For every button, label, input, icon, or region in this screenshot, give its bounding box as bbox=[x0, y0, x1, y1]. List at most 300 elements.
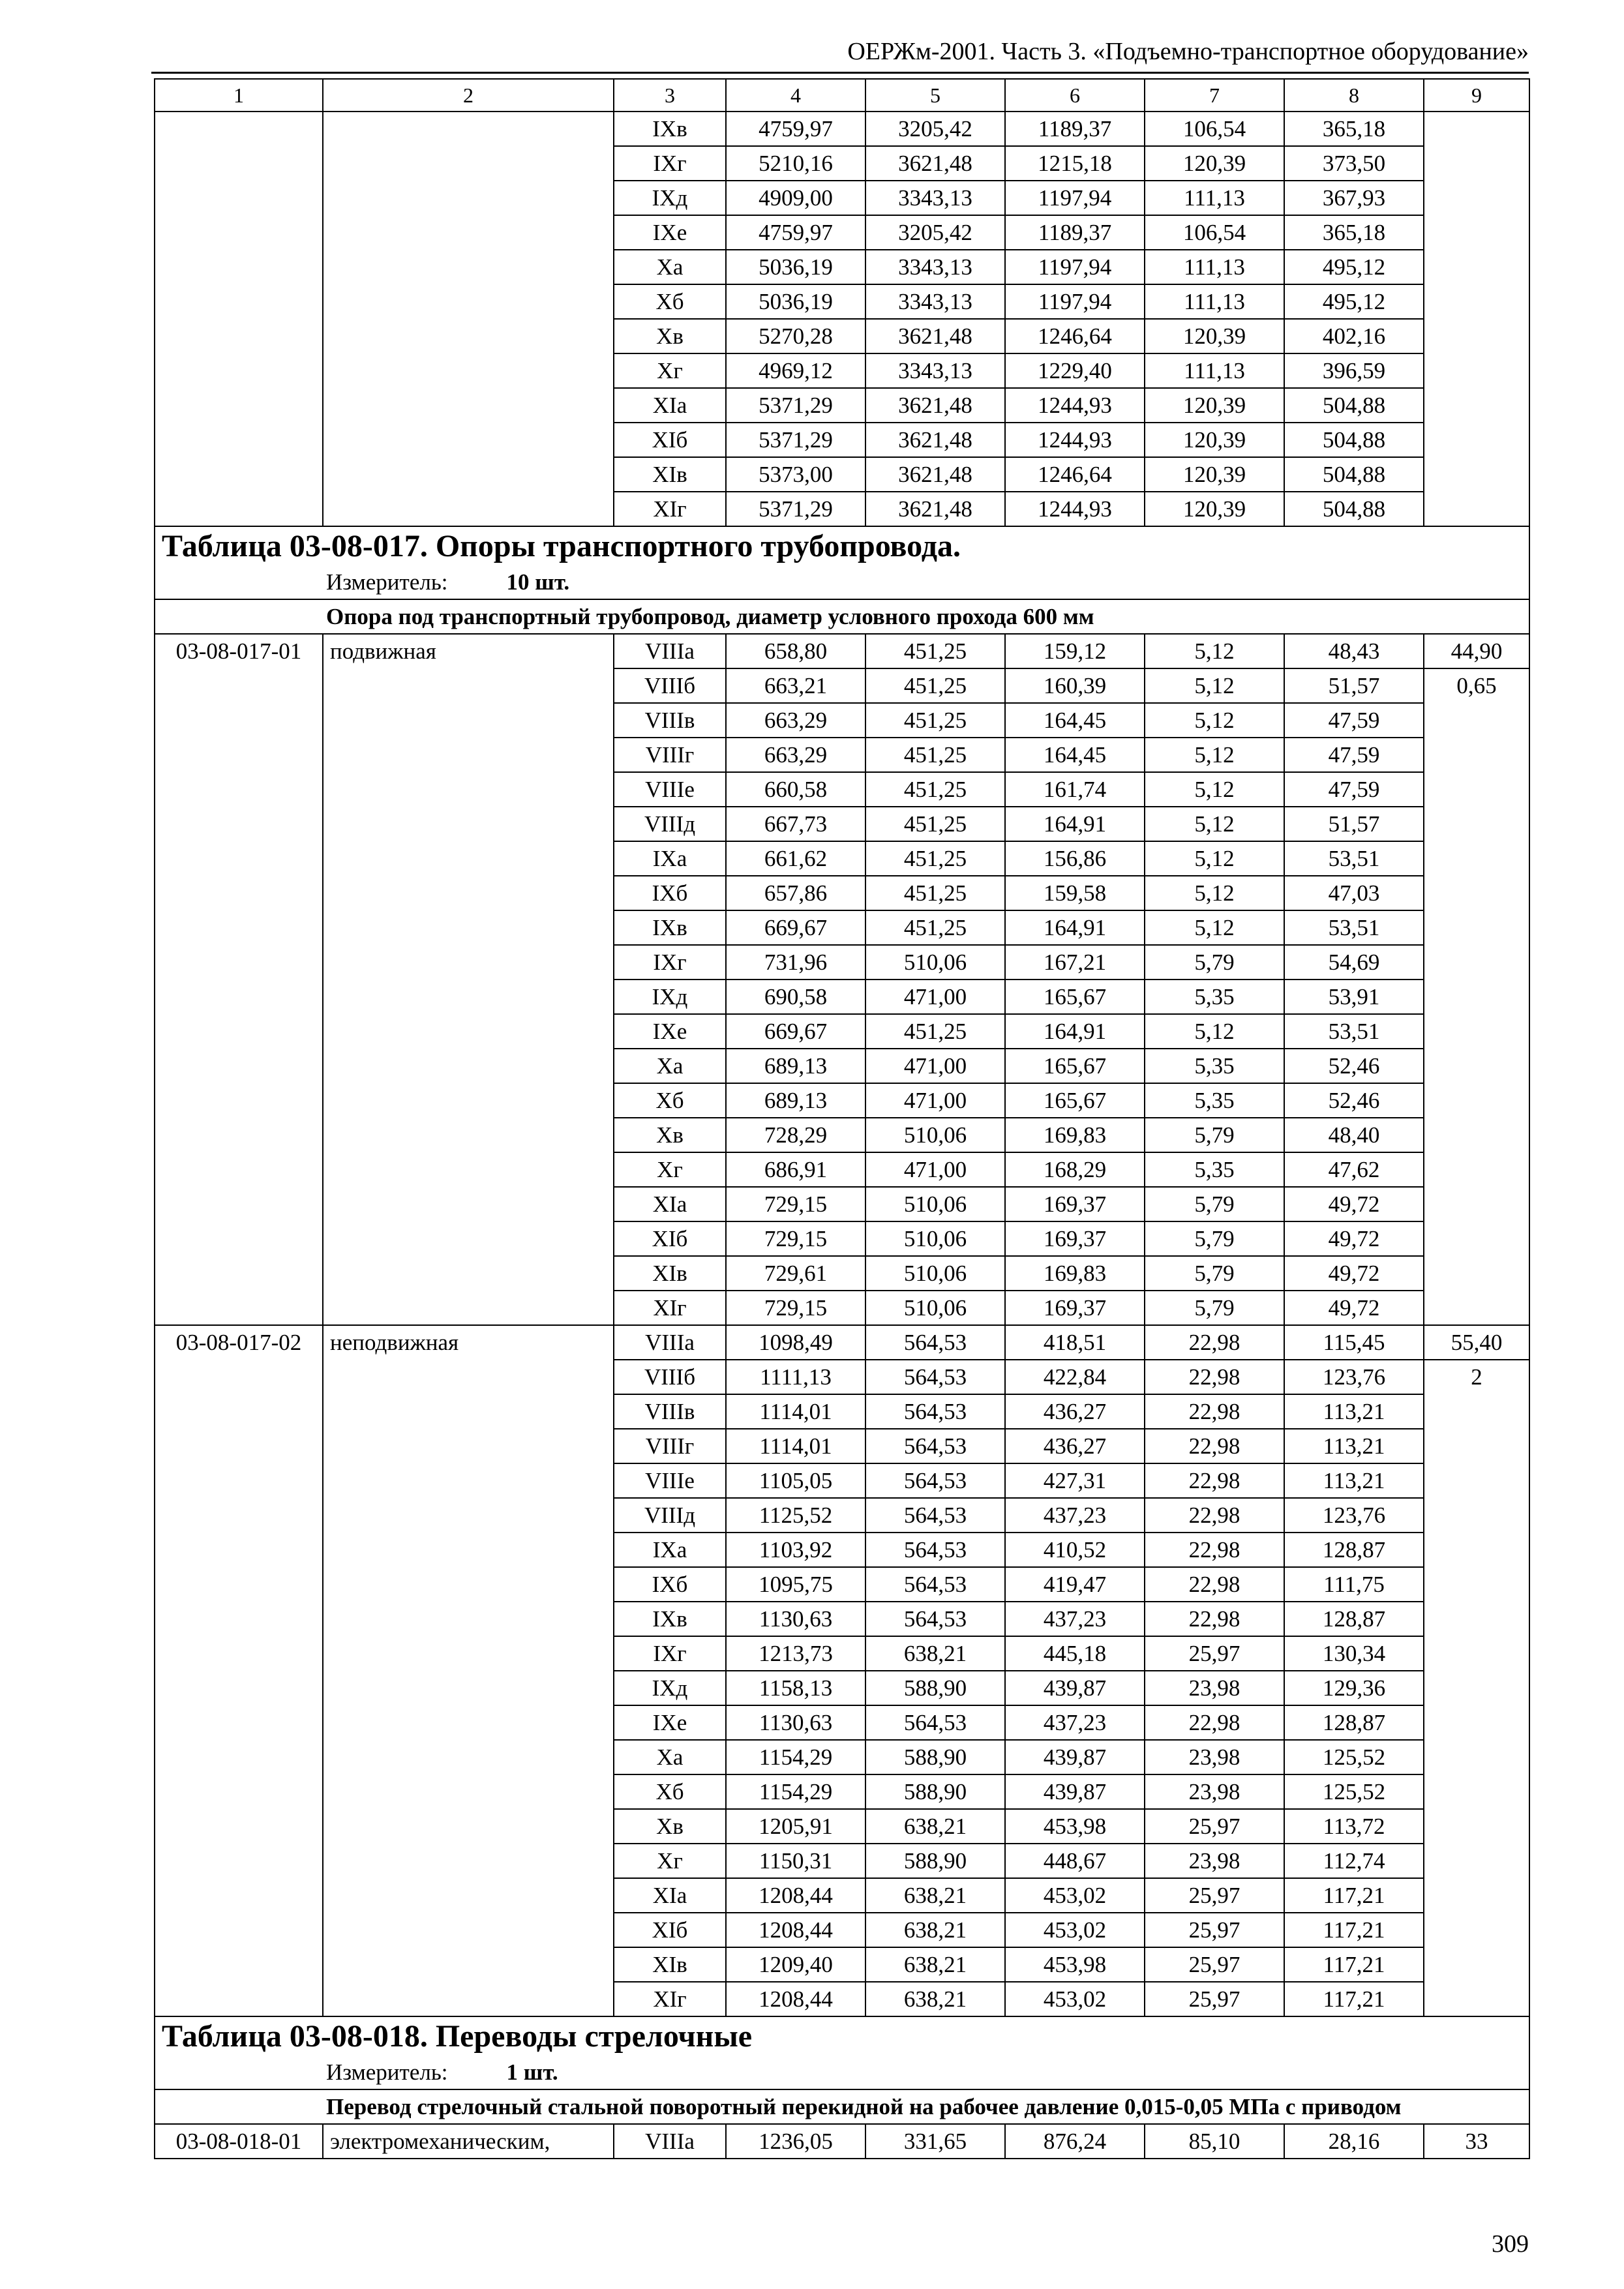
value-cell: 1215,18 bbox=[1005, 146, 1145, 181]
value-cell: 117,21 bbox=[1284, 1982, 1424, 2016]
value-cell: 1105,05 bbox=[726, 1463, 865, 1498]
condition-cell: VIIIв bbox=[614, 1394, 726, 1429]
value-cell: 638,21 bbox=[865, 1982, 1005, 2016]
meter-label: Измеритель: bbox=[326, 569, 448, 595]
value-cell: 49,72 bbox=[1284, 1291, 1424, 1325]
value-cell: 5,79 bbox=[1145, 1291, 1284, 1325]
value-cell: 451,25 bbox=[865, 876, 1005, 910]
value-cell: 113,21 bbox=[1284, 1394, 1424, 1429]
value-cell: 25,97 bbox=[1145, 1878, 1284, 1913]
value-cell: 436,27 bbox=[1005, 1429, 1145, 1463]
value-cell: 453,98 bbox=[1005, 1809, 1145, 1844]
value-cell: 47,62 bbox=[1284, 1152, 1424, 1187]
value-cell: 53,91 bbox=[1284, 980, 1424, 1014]
value-cell: 510,06 bbox=[865, 1118, 1005, 1152]
value-cell: 5,12 bbox=[1145, 772, 1284, 807]
value-cell: 564,53 bbox=[865, 1325, 1005, 1360]
condition-cell: Xв bbox=[614, 1118, 726, 1152]
value-cell: 111,75 bbox=[1284, 1567, 1424, 1602]
meter-unit: 1 шт. bbox=[506, 2059, 558, 2085]
value-cell: 451,25 bbox=[865, 910, 1005, 945]
condition-cell: Xг bbox=[614, 353, 726, 388]
note-cell: 2 bbox=[1424, 1360, 1529, 2016]
value-cell: 22,98 bbox=[1145, 1705, 1284, 1740]
value-cell: 117,21 bbox=[1284, 1878, 1424, 1913]
condition-cell: XIб bbox=[614, 1221, 726, 1256]
value-cell: 365,18 bbox=[1284, 215, 1424, 250]
value-cell: 169,37 bbox=[1005, 1221, 1145, 1256]
code-cell: 03-08-017-02 bbox=[155, 1325, 323, 2016]
value-cell: 661,62 bbox=[726, 841, 865, 876]
condition-cell: IXе bbox=[614, 1014, 726, 1049]
value-cell: 111,13 bbox=[1145, 250, 1284, 284]
meter-cell bbox=[155, 566, 1529, 599]
value-cell: 453,02 bbox=[1005, 1982, 1145, 2016]
value-cell: 3621,48 bbox=[865, 457, 1005, 492]
table-caption-row bbox=[155, 2016, 1529, 2056]
value-cell: 128,87 bbox=[1284, 1602, 1424, 1636]
value-cell: 3343,13 bbox=[865, 353, 1005, 388]
value-cell: 159,58 bbox=[1005, 876, 1145, 910]
value-cell: 657,86 bbox=[726, 876, 865, 910]
value-cell: 25,97 bbox=[1145, 1636, 1284, 1671]
header-rule bbox=[151, 72, 1529, 74]
value-cell: 1111,13 bbox=[726, 1360, 865, 1394]
condition-cell: VIIIб bbox=[614, 1360, 726, 1394]
value-cell: 638,21 bbox=[865, 1636, 1005, 1671]
value-cell: 510,06 bbox=[865, 945, 1005, 980]
condition-cell: VIIIе bbox=[614, 772, 726, 807]
value-cell: 448,67 bbox=[1005, 1844, 1145, 1878]
value-cell: 130,34 bbox=[1284, 1636, 1424, 1671]
value-cell: 1246,64 bbox=[1005, 319, 1145, 353]
value-cell: 4969,12 bbox=[726, 353, 865, 388]
value-cell: 471,00 bbox=[865, 980, 1005, 1014]
note-cell bbox=[1424, 112, 1529, 526]
value-cell: 418,51 bbox=[1005, 1325, 1145, 1360]
value-cell: 22,98 bbox=[1145, 1533, 1284, 1567]
value-cell: 564,53 bbox=[865, 1705, 1005, 1740]
table-subtitle: Опора под транспортный трубопровод, диаметр условного прохода 600 мм bbox=[155, 599, 1529, 634]
value-cell: 49,72 bbox=[1284, 1221, 1424, 1256]
condition-cell: IXд bbox=[614, 980, 726, 1014]
value-cell: 22,98 bbox=[1145, 1429, 1284, 1463]
value-cell: 5,12 bbox=[1145, 841, 1284, 876]
value-cell: 49,72 bbox=[1284, 1187, 1424, 1221]
condition-cell: VIIIг bbox=[614, 1429, 726, 1463]
value-cell: 1125,52 bbox=[726, 1498, 865, 1533]
value-cell: 5,12 bbox=[1145, 668, 1284, 703]
value-cell: 115,45 bbox=[1284, 1325, 1424, 1360]
value-cell: 1236,05 bbox=[726, 2124, 865, 2159]
value-cell: 686,91 bbox=[726, 1152, 865, 1187]
value-cell: 638,21 bbox=[865, 1913, 1005, 1947]
value-cell: 451,25 bbox=[865, 841, 1005, 876]
value-cell: 129,36 bbox=[1284, 1671, 1424, 1705]
value-cell: 876,24 bbox=[1005, 2124, 1145, 2159]
value-cell: 165,67 bbox=[1005, 980, 1145, 1014]
condition-cell: Xа bbox=[614, 1049, 726, 1083]
value-cell: 495,12 bbox=[1284, 250, 1424, 284]
column-number: 5 bbox=[865, 79, 1005, 112]
value-cell: 169,83 bbox=[1005, 1118, 1145, 1152]
value-cell: 729,15 bbox=[726, 1291, 865, 1325]
meter-row bbox=[155, 566, 1529, 599]
value-cell: 564,53 bbox=[865, 1463, 1005, 1498]
value-cell: 451,25 bbox=[865, 634, 1005, 668]
condition-cell: VIIIа bbox=[614, 634, 726, 668]
value-cell: 3343,13 bbox=[865, 250, 1005, 284]
name-cell: электромеханическим, bbox=[323, 2124, 614, 2159]
column-number: 7 bbox=[1145, 79, 1284, 112]
column-number: 3 bbox=[614, 79, 726, 112]
value-cell: 1130,63 bbox=[726, 1705, 865, 1740]
value-cell: 5,79 bbox=[1145, 1118, 1284, 1152]
meter-label: Измеритель: bbox=[326, 2059, 448, 2085]
condition-cell: Xб bbox=[614, 1774, 726, 1809]
meter-unit: 10 шт. bbox=[506, 569, 570, 595]
value-cell: 161,74 bbox=[1005, 772, 1145, 807]
value-cell: 445,18 bbox=[1005, 1636, 1145, 1671]
condition-cell: IXв bbox=[614, 1602, 726, 1636]
value-cell: 1103,92 bbox=[726, 1533, 865, 1567]
value-cell: 169,37 bbox=[1005, 1291, 1145, 1325]
condition-cell: VIIIа bbox=[614, 1325, 726, 1360]
value-cell: 451,25 bbox=[865, 703, 1005, 738]
condition-cell: Xв bbox=[614, 1809, 726, 1844]
value-cell: 128,87 bbox=[1284, 1533, 1424, 1567]
value-cell: 564,53 bbox=[865, 1567, 1005, 1602]
value-cell: 123,76 bbox=[1284, 1498, 1424, 1533]
value-cell: 663,21 bbox=[726, 668, 865, 703]
value-cell: 47,59 bbox=[1284, 738, 1424, 772]
table-row bbox=[155, 1325, 1529, 1360]
value-cell: 451,25 bbox=[865, 738, 1005, 772]
value-cell: 422,84 bbox=[1005, 1360, 1145, 1394]
value-cell: 159,12 bbox=[1005, 634, 1145, 668]
column-number: 2 bbox=[323, 79, 614, 112]
value-cell: 113,72 bbox=[1284, 1809, 1424, 1844]
value-cell: 689,13 bbox=[726, 1049, 865, 1083]
column-number: 1 bbox=[155, 79, 323, 112]
name-cell bbox=[323, 112, 614, 526]
value-cell: 22,98 bbox=[1145, 1463, 1284, 1498]
value-cell: 25,97 bbox=[1145, 1809, 1284, 1844]
value-cell: 638,21 bbox=[865, 1947, 1005, 1982]
code-cell: 03-08-018-01 bbox=[155, 2124, 323, 2159]
value-cell: 1246,64 bbox=[1005, 457, 1145, 492]
value-cell: 729,61 bbox=[726, 1256, 865, 1291]
value-cell: 588,90 bbox=[865, 1740, 1005, 1774]
value-cell: 439,87 bbox=[1005, 1740, 1145, 1774]
value-cell: 47,59 bbox=[1284, 772, 1424, 807]
meter-row bbox=[155, 2056, 1529, 2089]
value-cell: 437,23 bbox=[1005, 1705, 1145, 1740]
value-cell: 5,79 bbox=[1145, 1221, 1284, 1256]
condition-cell: IXв bbox=[614, 910, 726, 945]
value-cell: 120,39 bbox=[1145, 457, 1284, 492]
value-cell: 123,76 bbox=[1284, 1360, 1424, 1394]
value-cell: 53,51 bbox=[1284, 841, 1424, 876]
value-cell: 3621,48 bbox=[865, 388, 1005, 423]
value-cell: 495,12 bbox=[1284, 284, 1424, 319]
note-cell: 44,90 bbox=[1424, 634, 1529, 668]
value-cell: 164,91 bbox=[1005, 807, 1145, 841]
value-cell: 471,00 bbox=[865, 1083, 1005, 1118]
value-cell: 22,98 bbox=[1145, 1360, 1284, 1394]
value-cell: 47,59 bbox=[1284, 703, 1424, 738]
value-cell: 51,57 bbox=[1284, 807, 1424, 841]
value-cell: 5,79 bbox=[1145, 1187, 1284, 1221]
condition-cell: IXа bbox=[614, 1533, 726, 1567]
table-row bbox=[155, 2124, 1529, 2159]
value-cell: 48,40 bbox=[1284, 1118, 1424, 1152]
condition-cell: VIIIд bbox=[614, 1498, 726, 1533]
page-number: 309 bbox=[1492, 2230, 1529, 2258]
value-cell: 5371,29 bbox=[726, 388, 865, 423]
value-cell: 1197,94 bbox=[1005, 284, 1145, 319]
value-cell: 1189,37 bbox=[1005, 112, 1145, 146]
value-cell: 510,06 bbox=[865, 1187, 1005, 1221]
value-cell: 564,53 bbox=[865, 1360, 1005, 1394]
value-cell: 1114,01 bbox=[726, 1429, 865, 1463]
condition-cell: XIа bbox=[614, 388, 726, 423]
value-cell: 437,23 bbox=[1005, 1602, 1145, 1636]
value-cell: 453,98 bbox=[1005, 1947, 1145, 1982]
value-cell: 564,53 bbox=[865, 1498, 1005, 1533]
value-cell: 588,90 bbox=[865, 1844, 1005, 1878]
value-cell: 85,10 bbox=[1145, 2124, 1284, 2159]
table-caption: Таблица 03-08-017. Опоры транспортного трубопровода. bbox=[155, 526, 1529, 566]
condition-cell: XIв bbox=[614, 1947, 726, 1982]
value-cell: 3621,48 bbox=[865, 423, 1005, 457]
value-cell: 5,79 bbox=[1145, 1256, 1284, 1291]
condition-cell: IXб bbox=[614, 1567, 726, 1602]
value-cell: 564,53 bbox=[865, 1394, 1005, 1429]
value-cell: 165,67 bbox=[1005, 1049, 1145, 1083]
note-cell: 33 bbox=[1424, 2124, 1529, 2159]
value-cell: 51,57 bbox=[1284, 668, 1424, 703]
condition-cell: Xг bbox=[614, 1844, 726, 1878]
condition-cell: XIг bbox=[614, 1291, 726, 1325]
value-cell: 3205,42 bbox=[865, 112, 1005, 146]
value-cell: 25,97 bbox=[1145, 1947, 1284, 1982]
value-cell: 564,53 bbox=[865, 1533, 1005, 1567]
value-cell: 120,39 bbox=[1145, 423, 1284, 457]
condition-cell: XIб bbox=[614, 1913, 726, 1947]
condition-cell: VIIIг bbox=[614, 738, 726, 772]
value-cell: 125,52 bbox=[1284, 1740, 1424, 1774]
value-cell: 48,43 bbox=[1284, 634, 1424, 668]
column-number: 9 bbox=[1424, 79, 1529, 112]
value-cell: 111,13 bbox=[1145, 284, 1284, 319]
value-cell: 689,13 bbox=[726, 1083, 865, 1118]
value-cell: 5,35 bbox=[1145, 1083, 1284, 1118]
value-cell: 5371,29 bbox=[726, 423, 865, 457]
value-cell: 453,02 bbox=[1005, 1878, 1145, 1913]
value-cell: 439,87 bbox=[1005, 1671, 1145, 1705]
table-row bbox=[155, 112, 1529, 146]
value-cell: 5,12 bbox=[1145, 807, 1284, 841]
value-cell: 23,98 bbox=[1145, 1774, 1284, 1809]
value-cell: 1098,49 bbox=[726, 1325, 865, 1360]
value-cell: 419,47 bbox=[1005, 1567, 1145, 1602]
value-cell: 396,59 bbox=[1284, 353, 1424, 388]
value-cell: 25,97 bbox=[1145, 1982, 1284, 2016]
value-cell: 1205,91 bbox=[726, 1809, 865, 1844]
value-cell: 53,51 bbox=[1284, 910, 1424, 945]
condition-cell: IXб bbox=[614, 876, 726, 910]
value-cell: 729,15 bbox=[726, 1187, 865, 1221]
value-cell: 439,87 bbox=[1005, 1774, 1145, 1809]
value-cell: 23,98 bbox=[1145, 1844, 1284, 1878]
value-cell: 504,88 bbox=[1284, 492, 1424, 526]
value-cell: 669,67 bbox=[726, 910, 865, 945]
condition-cell: VIIIд bbox=[614, 807, 726, 841]
value-cell: 638,21 bbox=[865, 1809, 1005, 1844]
condition-cell: IXа bbox=[614, 841, 726, 876]
value-cell: 5036,19 bbox=[726, 284, 865, 319]
condition-cell: XIг bbox=[614, 1982, 726, 2016]
condition-cell: VIIIв bbox=[614, 703, 726, 738]
condition-cell: IXд bbox=[614, 181, 726, 215]
value-cell: 5,35 bbox=[1145, 1152, 1284, 1187]
condition-cell: Xб bbox=[614, 284, 726, 319]
value-cell: 3621,48 bbox=[865, 319, 1005, 353]
meter-cell bbox=[155, 2056, 1529, 2089]
value-cell: 23,98 bbox=[1145, 1740, 1284, 1774]
value-cell: 471,00 bbox=[865, 1152, 1005, 1187]
value-cell: 1189,37 bbox=[1005, 215, 1145, 250]
value-cell: 5,35 bbox=[1145, 1049, 1284, 1083]
value-cell: 373,50 bbox=[1284, 146, 1424, 181]
value-cell: 47,03 bbox=[1284, 876, 1424, 910]
value-cell: 1154,29 bbox=[726, 1740, 865, 1774]
value-cell: 1150,31 bbox=[726, 1844, 865, 1878]
subtitle-row bbox=[155, 2089, 1529, 2124]
value-cell: 638,21 bbox=[865, 1878, 1005, 1913]
value-cell: 23,98 bbox=[1145, 1671, 1284, 1705]
condition-cell: XIг bbox=[614, 492, 726, 526]
value-cell: 22,98 bbox=[1145, 1498, 1284, 1533]
value-cell: 4909,00 bbox=[726, 181, 865, 215]
value-cell: 120,39 bbox=[1145, 388, 1284, 423]
value-cell: 22,98 bbox=[1145, 1602, 1284, 1636]
value-cell: 5,12 bbox=[1145, 634, 1284, 668]
value-cell: 120,39 bbox=[1145, 319, 1284, 353]
note-cell: 55,40 bbox=[1424, 1325, 1529, 1360]
value-cell: 367,93 bbox=[1284, 181, 1424, 215]
value-cell: 5036,19 bbox=[726, 250, 865, 284]
condition-cell: XIв bbox=[614, 457, 726, 492]
value-cell: 1244,93 bbox=[1005, 388, 1145, 423]
condition-cell: Xа bbox=[614, 1740, 726, 1774]
table-row bbox=[155, 634, 1529, 668]
value-cell: 113,21 bbox=[1284, 1429, 1424, 1463]
value-cell: 1209,40 bbox=[726, 1947, 865, 1982]
value-cell: 690,58 bbox=[726, 980, 865, 1014]
column-number-row bbox=[155, 79, 1529, 112]
value-cell: 504,88 bbox=[1284, 388, 1424, 423]
column-number: 4 bbox=[726, 79, 865, 112]
value-cell: 5,12 bbox=[1145, 703, 1284, 738]
value-cell: 729,15 bbox=[726, 1221, 865, 1256]
value-cell: 53,51 bbox=[1284, 1014, 1424, 1049]
condition-cell: XIа bbox=[614, 1187, 726, 1221]
value-cell: 5,35 bbox=[1145, 980, 1284, 1014]
condition-cell: XIв bbox=[614, 1256, 726, 1291]
value-cell: 728,29 bbox=[726, 1118, 865, 1152]
value-cell: 1208,44 bbox=[726, 1913, 865, 1947]
value-cell: 669,67 bbox=[726, 1014, 865, 1049]
value-cell: 1154,29 bbox=[726, 1774, 865, 1809]
value-cell: 3621,48 bbox=[865, 146, 1005, 181]
value-cell: 164,91 bbox=[1005, 910, 1145, 945]
value-cell: 410,52 bbox=[1005, 1533, 1145, 1567]
value-cell: 564,53 bbox=[865, 1429, 1005, 1463]
condition-cell: Xб bbox=[614, 1083, 726, 1118]
value-cell: 663,29 bbox=[726, 703, 865, 738]
value-cell: 54,69 bbox=[1284, 945, 1424, 980]
note-cell: 0,65 bbox=[1424, 668, 1529, 1325]
condition-cell: IXг bbox=[614, 1636, 726, 1671]
condition-cell: IXе bbox=[614, 215, 726, 250]
condition-cell: XIа bbox=[614, 1878, 726, 1913]
value-cell: 52,46 bbox=[1284, 1083, 1424, 1118]
value-cell: 564,53 bbox=[865, 1602, 1005, 1636]
value-cell: 667,73 bbox=[726, 807, 865, 841]
value-cell: 365,18 bbox=[1284, 112, 1424, 146]
value-cell: 167,21 bbox=[1005, 945, 1145, 980]
value-cell: 731,96 bbox=[726, 945, 865, 980]
value-cell: 5373,00 bbox=[726, 457, 865, 492]
norms-table bbox=[154, 78, 1530, 2159]
value-cell: 1208,44 bbox=[726, 1878, 865, 1913]
value-cell: 588,90 bbox=[865, 1774, 1005, 1809]
value-cell: 1197,94 bbox=[1005, 250, 1145, 284]
value-cell: 660,58 bbox=[726, 772, 865, 807]
value-cell: 663,29 bbox=[726, 738, 865, 772]
value-cell: 427,31 bbox=[1005, 1463, 1145, 1498]
value-cell: 49,72 bbox=[1284, 1256, 1424, 1291]
value-cell: 22,98 bbox=[1145, 1394, 1284, 1429]
condition-cell: IXе bbox=[614, 1705, 726, 1740]
value-cell: 169,83 bbox=[1005, 1256, 1145, 1291]
column-number: 6 bbox=[1005, 79, 1145, 112]
value-cell: 22,98 bbox=[1145, 1567, 1284, 1602]
value-cell: 128,87 bbox=[1284, 1705, 1424, 1740]
value-cell: 117,21 bbox=[1284, 1947, 1424, 1982]
value-cell: 510,06 bbox=[865, 1221, 1005, 1256]
value-cell: 437,23 bbox=[1005, 1498, 1145, 1533]
subtitle-row bbox=[155, 599, 1529, 634]
value-cell: 1197,94 bbox=[1005, 181, 1145, 215]
condition-cell: VIIIа bbox=[614, 2124, 726, 2159]
value-cell: 510,06 bbox=[865, 1256, 1005, 1291]
value-cell: 5,79 bbox=[1145, 945, 1284, 980]
value-cell: 1095,75 bbox=[726, 1567, 865, 1602]
value-cell: 5,12 bbox=[1145, 1014, 1284, 1049]
value-cell: 164,91 bbox=[1005, 1014, 1145, 1049]
name-cell: неподвижная bbox=[323, 1325, 614, 2016]
value-cell: 164,45 bbox=[1005, 703, 1145, 738]
value-cell: 3343,13 bbox=[865, 284, 1005, 319]
name-cell: подвижная bbox=[323, 634, 614, 1325]
value-cell: 25,97 bbox=[1145, 1913, 1284, 1947]
condition-cell: IXг bbox=[614, 146, 726, 181]
value-cell: 510,06 bbox=[865, 1291, 1005, 1325]
value-cell: 453,02 bbox=[1005, 1913, 1145, 1947]
